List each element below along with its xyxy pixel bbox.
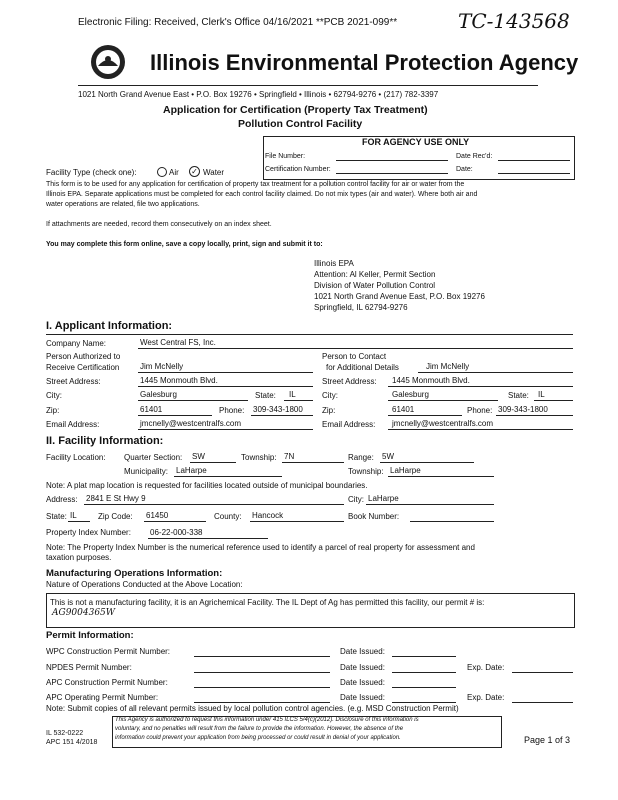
intro-line-3: water operations are related, file two applications. xyxy=(46,201,200,208)
facility-location-label: Facility Location: xyxy=(46,453,106,462)
facility-city-label: City: xyxy=(348,495,364,504)
apc-operating-field[interactable] xyxy=(194,702,330,703)
mail-to-line-1: Illinois EPA xyxy=(314,259,354,268)
handwritten-id: TC-143568 xyxy=(458,9,570,33)
quarter-label: Quarter Section: xyxy=(124,453,183,462)
disclosure-line-2: voluntary, and no penalties will result from the failure to provide the information. However, the absence of the xyxy=(115,726,404,732)
person-auth-label-1: Person Authorized to xyxy=(46,352,121,361)
zip-field-2[interactable]: 61401 xyxy=(392,405,415,414)
township2-field[interactable]: LaHarpe xyxy=(390,466,421,475)
npdes-label: NPDES Permit Number: xyxy=(46,663,132,672)
state-label-2: State: xyxy=(508,391,529,400)
section-2-heading: II. Facility Information: xyxy=(46,435,164,447)
range-label: Range: xyxy=(348,453,374,462)
mfg-permit-number: AG9004365W xyxy=(52,608,116,618)
section-1-heading: I. Applicant Information: xyxy=(46,320,173,332)
township-field[interactable]: 7N xyxy=(284,452,295,461)
air-label: Air xyxy=(169,168,179,177)
apc-operating-date-field[interactable] xyxy=(392,702,456,703)
apc-construction-date-field[interactable] xyxy=(392,687,456,688)
apc-operating-exp-field[interactable] xyxy=(512,702,573,703)
form-id-1: IL 532-0222 xyxy=(46,730,84,737)
mail-to-line-3: Division of Water Pollution Control xyxy=(314,281,436,290)
date-recd-label: Date Rec'd: xyxy=(456,153,493,160)
npdes-exp-label: Exp. Date: xyxy=(467,663,505,672)
book-number-field[interactable] xyxy=(410,521,494,522)
facility-address-label: Address: xyxy=(46,495,78,504)
plat-map-note: Note: A plat map location is requested for facilities located outside of municipal boundaries. xyxy=(46,481,368,490)
pin-note-2: taxation purposes. xyxy=(46,553,112,562)
apc-construction-field[interactable] xyxy=(194,687,330,688)
email-label-2: Email Address: xyxy=(322,420,376,429)
pin-label: Property Index Number: xyxy=(46,528,131,537)
mail-to-line-4: 1021 North Grand Avenue East, P.O. Box 19276 xyxy=(314,292,485,301)
permits-heading: Permit Information: xyxy=(46,630,134,641)
city-field-2[interactable]: Galesburg xyxy=(392,390,429,399)
state-label: State: xyxy=(255,391,276,400)
agency-use-heading: FOR AGENCY USE ONLY xyxy=(362,137,470,147)
quarter-field[interactable]: SW xyxy=(192,452,205,461)
street-field[interactable]: 1445 Monmouth Blvd. xyxy=(140,376,218,385)
contact-label-1: Person to Contact xyxy=(322,352,387,361)
wpc-date-field[interactable] xyxy=(392,656,456,657)
npdes-field[interactable] xyxy=(194,672,330,673)
email-field-2[interactable]: jmcnelly@westcentralfs.com xyxy=(392,419,494,428)
form-title: Application for Certification (Property Tax Treatment) xyxy=(163,104,428,116)
form-subtitle: Pollution Control Facility xyxy=(238,118,363,130)
air-radio[interactable] xyxy=(157,167,167,177)
company-field[interactable]: West Central FS, Inc. xyxy=(140,338,216,347)
phone-label: Phone: xyxy=(219,406,245,415)
disclosure-line-1: This Agency is authorized to request this information under 415 ILCS 5/4(c)(2012). Disclosure of this information is xyxy=(115,717,419,723)
municipality-field[interactable]: LaHarpe xyxy=(176,466,207,475)
intro-attachments: If attachments are needed, record them consecutively on an index sheet. xyxy=(46,221,272,228)
npdes-exp-field[interactable] xyxy=(512,672,573,673)
email-label: Email Address: xyxy=(46,420,100,429)
township2-label: Township: xyxy=(348,467,384,476)
apc-construction-date-label: Date Issued: xyxy=(340,678,385,687)
zip-label: Zip: xyxy=(46,406,60,415)
contact-label-2: for Additional Details xyxy=(326,363,399,372)
mfg-text: This is not a manufacturing facility, it is an Agrichemical Facility. The IL Dept of Ag has permitted this facility, our permit # is: xyxy=(50,598,485,607)
street-label-2: Street Address: xyxy=(322,377,377,386)
zip-field[interactable]: 61401 xyxy=(140,405,163,414)
npdes-date-label: Date Issued: xyxy=(340,663,385,672)
facility-address-field[interactable]: 2841 E St Hwy 9 xyxy=(86,494,146,503)
facility-state-label: State: xyxy=(46,512,67,521)
wpc-label: WPC Construction Permit Number: xyxy=(46,647,171,656)
facility-type-label: Facility Type (check one): xyxy=(46,168,137,177)
agency-seal-icon xyxy=(90,44,126,80)
state-field[interactable]: IL xyxy=(289,390,296,399)
facility-zip-field[interactable]: 61450 xyxy=(146,511,169,520)
form-id-2: APC 151 4/2018 xyxy=(46,739,98,746)
pin-note-1: Note: The Property Index Number is the numerical reference used to identify a parcel of real property for assessment and xyxy=(46,543,475,552)
water-radio-checked[interactable]: ✓ xyxy=(189,166,200,177)
page-number: Page 1 of 3 xyxy=(524,735,571,745)
mail-to-line-5: Springfield, IL 62794-9276 xyxy=(314,303,408,312)
city-label-2: City: xyxy=(322,391,338,400)
mfg-label: Nature of Operations Conducted at the Above Location: xyxy=(46,580,243,589)
zip-label-2: Zip: xyxy=(322,406,336,415)
permits-note: Note: Submit copies of all relevant permits issued by local pollution control agencies. (e.g. MSD Construction Permit) xyxy=(46,704,459,713)
street-field-2[interactable]: 1445 Monmouth Blvd. xyxy=(392,376,470,385)
filing-stamp: Electronic Filing: Received, Clerk's Office 04/16/2021 **PCB 2021-099** xyxy=(78,17,398,28)
county-field[interactable]: Hancock xyxy=(252,511,284,520)
state-field-2[interactable]: IL xyxy=(538,390,545,399)
intro-submit: You may complete this form online, save a copy locally, print, sign and submit it to: xyxy=(46,241,323,248)
date-label: Date: xyxy=(456,166,473,173)
apc-operating-label: APC Operating Permit Number: xyxy=(46,693,159,702)
water-label: Water xyxy=(203,168,225,177)
contact-field[interactable]: Jim McNelly xyxy=(426,362,470,371)
township-label: Township: xyxy=(241,453,277,462)
person-auth-label-2: Receive Certification xyxy=(46,363,120,372)
city-field[interactable]: Galesburg xyxy=(140,390,177,399)
city-label: City: xyxy=(46,391,62,400)
cert-number-label: Certification Number: xyxy=(265,166,331,173)
apc-operating-date-label: Date Issued: xyxy=(340,693,385,702)
facility-city-field[interactable]: LaHarpe xyxy=(368,494,399,503)
person-auth-field[interactable]: Jim McNelly xyxy=(140,362,184,371)
file-number-label: File Number: xyxy=(265,153,306,160)
facility-state-field[interactable]: IL xyxy=(70,511,77,520)
agency-title: Illinois Environmental Protection Agency xyxy=(150,50,579,75)
county-label: County: xyxy=(214,512,242,521)
company-label: Company Name: xyxy=(46,339,107,348)
municipality-label: Municipality: xyxy=(124,467,169,476)
pin-field[interactable]: 06-22-000-338 xyxy=(150,528,203,537)
intro-line-1: This form is to be used for any application for certification of property tax treatment for a pollution control facility for air or water from the xyxy=(46,181,465,188)
npdes-date-field[interactable] xyxy=(392,672,456,673)
agency-address: 1021 North Grand Avenue East • P.O. Box 19276 • Springfield • Illinois • 62794-9276 • (217) 782-3397 xyxy=(78,90,439,99)
intro-line-2: Illinois EPA. Separate applications must be completed for each control facility claimed. Do not mix types (air and water). Where both air and xyxy=(46,191,478,198)
email-field[interactable]: jmcnelly@westcentralfs.com xyxy=(140,419,242,428)
facility-zip-label: Zip Code: xyxy=(98,512,133,521)
wpc-field[interactable] xyxy=(194,656,330,657)
apc-construction-label: APC Construction Permit Number: xyxy=(46,678,168,687)
wpc-date-label: Date Issued: xyxy=(340,647,385,656)
phone-label-2: Phone: xyxy=(467,406,493,415)
range-field[interactable]: 5W xyxy=(382,452,394,461)
phone-field-2[interactable]: 309-343-1800 xyxy=(498,405,548,414)
disclosure-line-3: information could prevent your application from being processed or could result in denial of your application. xyxy=(115,735,401,741)
phone-field[interactable]: 309-343-1800 xyxy=(253,405,303,414)
mail-to-line-2: Attention: Al Keller, Permit Section xyxy=(314,270,436,279)
book-number-label: Book Number: xyxy=(348,512,400,521)
mfg-heading: Manufacturing Operations Information: xyxy=(46,568,223,579)
apc-operating-exp-label: Exp. Date: xyxy=(467,693,505,702)
street-label: Street Address: xyxy=(46,377,101,386)
